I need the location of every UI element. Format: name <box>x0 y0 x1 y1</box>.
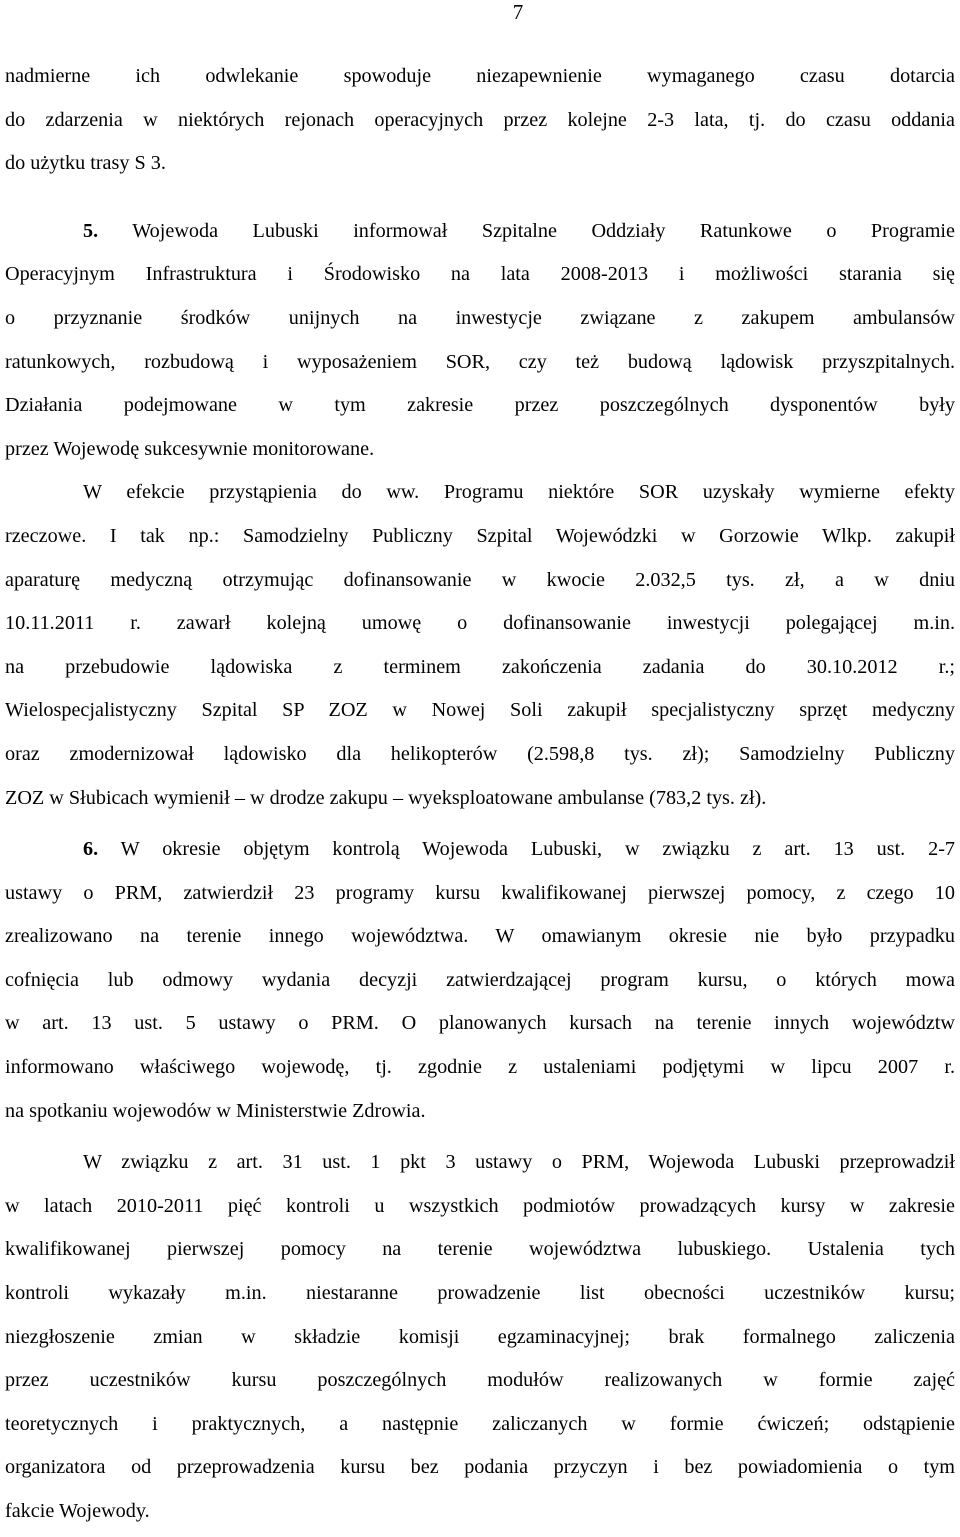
paragraph-point-6 <box>5 828 955 1133</box>
text-line: nadmierne ich odwlekanie spowoduje niezapewnienie wymaganego czasu dotarcia <box>5 65 955 87</box>
text-line: w art. 13 ust. 5 ustawy o PRM. O planowanych kursach na terenie innych województw <box>5 1012 955 1035</box>
text-line: cofnięcia lub odmowy wydania decyzji zatwierdzającej program kursu, o których mowa <box>5 968 955 991</box>
text-line: o przyznanie środków unijnych na inwestycje związane z zakupem ambulansów <box>5 306 955 329</box>
text-line: na spotkaniu wojewodów w Ministerstwie Zdrowia. <box>5 1099 426 1122</box>
text-line <box>5 828 955 872</box>
text-line: przez uczestników kursu poszczególnych modułów realizowanych w formie zajęć <box>5 1369 955 1392</box>
text-line: ratunkowych, rozbudową i wyposażeniem SOR, czy też budową lądowisk przyszpitalnych. <box>5 350 955 373</box>
text-line: niezgłoszenie zmian w składzie komisji egzaminacyjnej; brak formalnego zaliczenia <box>5 1325 955 1348</box>
paragraph-point-5 <box>5 210 955 472</box>
text-line: na przebudowie lądowiska z terminem zakończenia zadania do 30.10.2012 r.; <box>5 655 955 678</box>
text-line: 10.11.2011 r. zawarł kolejną umowę o dofinansowanie inwestycji polegającej m.in. <box>5 612 955 635</box>
text-line: Operacyjnym Infrastruktura i Środowisko na lata 2008-2013 i możliwości starania się <box>5 263 955 286</box>
text-line-content: Wojewoda Lubuski informował Szpitalne Oddziały Ratunkowe o Programie <box>132 219 955 242</box>
text-line: zrealizowano na terenie innego województwa. W omawianym okresie nie było przypadku <box>5 925 955 948</box>
page-number: 7 <box>512 0 524 24</box>
point-number: 6. <box>83 838 99 861</box>
text-line: do zdarzenia w niektórych rejonach operacyjnych przez kolejne 2-3 lata, tj. do czasu oddania <box>5 108 955 131</box>
text-line: do użytku trasy S 3. <box>5 152 166 175</box>
point-number: 5. <box>83 219 99 242</box>
paragraph-point-6-inspections <box>5 1141 955 1533</box>
text-line <box>5 210 955 254</box>
text-line: informowano właściwego wojewodę, tj. zgodnie z ustaleniami podjętymi w lipcu 2007 r. <box>5 1056 955 1079</box>
text-line: ustawy o PRM, zatwierdził 23 programy kursu kwalifikowanej pierwszej pomocy, z czego 10 <box>5 881 955 904</box>
text-line: oraz zmodernizował lądowisko dla helikopterów (2.598,8 tys. zł); Samodzielny Publiczny <box>5 742 955 765</box>
text-line: w latach 2010-2011 pięć kontroli u wszystkich podmiotów prowadzących kursy w zakresie <box>5 1194 955 1217</box>
text-line: kontroli wykazały m.in. niestaranne prowadzenie list obecności uczestników kursu; <box>5 1282 955 1305</box>
paragraph-point-5-effects <box>5 471 955 820</box>
text-line: przez Wojewodę sukcesywnie monitorowane. <box>5 437 375 460</box>
text-line: Działania podejmowane w tym zakresie przez poszczególnych dysponentów były <box>5 394 955 417</box>
text-line: W związku z art. 31 ust. 1 pkt 3 ustawy o PRM, Wojewoda Lubuski przeprowadził <box>83 1151 955 1174</box>
paragraph-intro-continuation <box>5 55 955 186</box>
text-line-content: W okresie objętym kontrolą Wojewoda Lubuski, w związku z art. 13 ust. 2-7 <box>120 838 956 861</box>
text-line: aparaturę medyczną otrzymując dofinansowanie w kwocie 2.032,5 tys. zł, a w dniu <box>5 568 955 591</box>
text-line: organizatora od przeprowadzenia kursu bez podania przyczyn i bez powiadomienia o tym <box>5 1456 955 1479</box>
text-line: rzeczowe. I tak np.: Samodzielny Publiczny Szpital Wojewódzki w Gorzowie Wlkp. zakupił <box>5 524 955 547</box>
text-line: teoretycznych i praktycznych, a następnie zaliczanych w formie ćwiczeń; odstąpienie <box>5 1412 955 1435</box>
text-line: ZOZ w Słubicach wymienił – w drodze zakupu – wyeksploatowane ambulanse (783,2 tys. zł). <box>5 786 767 809</box>
text-line: fakcie Wojewody. <box>5 1500 150 1522</box>
text-line: W efekcie przystąpienia do ww. Programu niektóre SOR uzyskały wymierne efekty <box>83 481 955 504</box>
text-line: kwalifikowanej pierwszej pomocy na terenie województwa lubuskiego. Ustalenia tych <box>5 1238 955 1261</box>
text-line: Wielospecjalistyczny Szpital SP ZOZ w Nowej Soli zakupił specjalistyczny sprzęt medyczny <box>5 699 955 722</box>
document-body <box>5 55 955 1534</box>
